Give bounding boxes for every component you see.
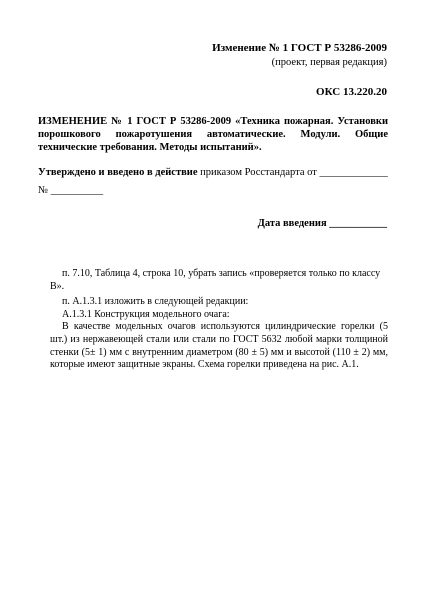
approval-number: № __________ xyxy=(38,185,104,196)
oks-code: ОКС 13.220.20 xyxy=(316,86,387,98)
approval-bold: Утверждено и введено в действие xyxy=(38,167,198,178)
approval-line xyxy=(38,166,388,179)
body-paragraph-4: В качестве модельных очагов используются цилиндрические горелки (5 шт.) из нержавеющей стали или стали по ГОСТ 5632 любой марки толщиной стенки (5± 1) мм с внутренним диаметром (80 ± 5) мм и высотой (110 ± 2) мм, которые имеют защитные экраны. Схема горелки приведена на рис. А.1. xyxy=(50,321,388,371)
draft-note: (проект, первая редакция) xyxy=(271,57,387,68)
approval-rest: приказом Росстандарта от _____________ xyxy=(197,167,388,178)
amendment-title: Изменение № 1 ГОСТ Р 53286-2009 xyxy=(212,42,387,54)
body-paragraph-2: п. А.1.3.1 изложить в следующей редакции: xyxy=(62,296,249,308)
body-paragraph-1: п. 7.10, Таблица 4, строка 10, убрать запись «проверяется только по классу В». xyxy=(50,268,381,292)
effective-date: Дата введения ___________ xyxy=(257,218,387,229)
amendment-heading: ИЗМЕНЕНИЕ № 1 ГОСТ Р 53286-2009 «Техника пожарная. Установки порошкового пожаротушения автоматические. Модули. Общие технические требования. Методы испытаний». xyxy=(38,116,388,153)
amendment-body xyxy=(50,268,388,372)
body-paragraph-3: А.1.3.1 Конструкция модельного очага: xyxy=(62,308,230,320)
